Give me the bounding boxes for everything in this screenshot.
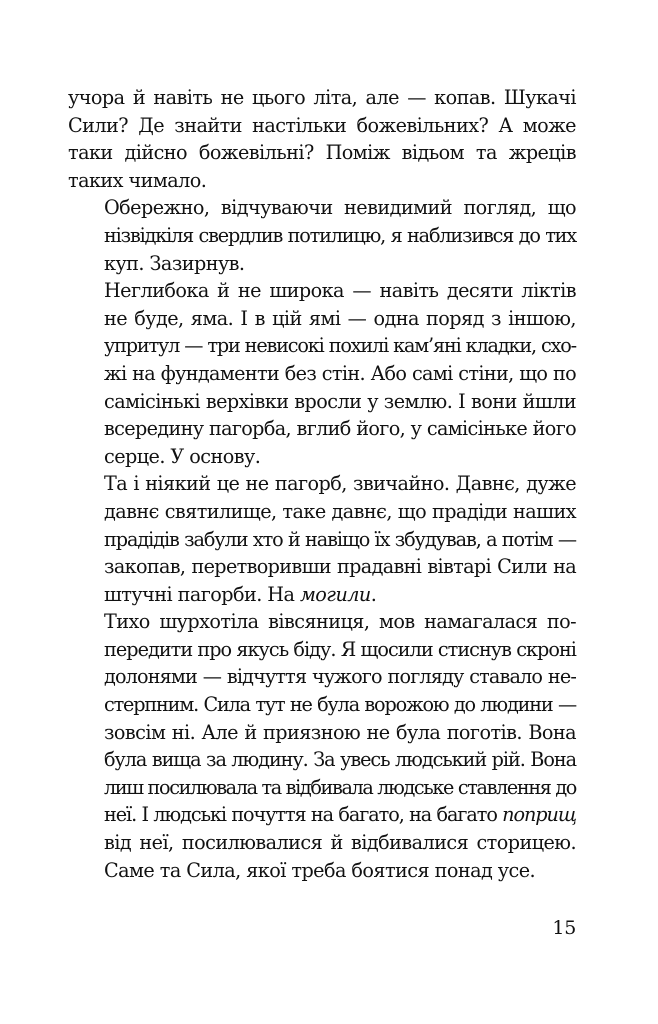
text-line: не буде, яма. І в цій ямі — одна поряд з іншою, [104, 306, 576, 330]
text-line: Неглибока й не широка — навіть десяти ліктів [104, 279, 576, 303]
paragraph-4 [68, 470, 576, 608]
paragraph-1 [68, 84, 576, 194]
text-line: Тихо шурхотіла вівсяниця, мов намагалася по- [104, 610, 576, 634]
text-line: Сили? Де знайти настільки божевільних? А може [68, 113, 576, 137]
text-line: передити про якусь біду. Я щосили стиснув скроні [104, 637, 576, 661]
text-line: долонями — відчуття чужого погляду ставало не- [104, 665, 576, 689]
page-number: 15 [552, 917, 576, 939]
text-line: Обережно, відчуваючи невидимий погляд, що [104, 196, 576, 220]
text-line: всередину пагорба, вглиб його, у самісіньке його [104, 417, 576, 441]
text-line: штучні пагорби. На могили. [104, 582, 377, 606]
text-line: неї. І людські почуття на багато, на багато поприщ [104, 803, 576, 827]
paragraph-2 [68, 194, 576, 277]
text-line: куп. Зазирнув. [104, 251, 245, 275]
text-line: прадідів забули хто й навіщо їх збудував, а потім — [104, 527, 576, 551]
text-line: давнє святилище, таке давнє, що прадіди наших [104, 499, 576, 523]
text-line: нізвідкіля свердлив потилицю, я наблизився до тих [104, 223, 576, 247]
text-line: Саме та Сила, якої треба боятися понад усе. [104, 858, 536, 882]
text-line: від неї, посилювалися й відбивалися сторицею. [104, 831, 576, 855]
text-line: стерпним. Сила тут не була ворожою до людини — [104, 693, 576, 717]
text-line: учора й навіть не цього літа, але — копав. Шукачі [68, 86, 576, 109]
text-line: таки дійсно божевільні? Поміж відьом та жреців [68, 141, 576, 165]
text-line: лиш посилювала та відбивала людське ставлення до [104, 775, 576, 799]
text-line: таких чимало. [68, 168, 207, 192]
text-line: закопав, перетворивши прадавні вівтарі Сили на [104, 555, 576, 579]
text-line: упритул — три невисокі похилі кам’яні кладки, схо- [104, 334, 576, 358]
text-line: жі на фундаменти без стін. Або самі стіни, що по [104, 361, 576, 385]
text-line: була вища за людину. За увесь людський рій. Вона [104, 748, 576, 772]
text-line: зовсім ні. Але й приязною не була поготів. Вона [104, 720, 576, 744]
text-line: самісінькі верхівки вросли у землю. І вони йшли [104, 389, 576, 413]
text-line: Та і ніякий це не пагорб, звичайно. Давнє, дуже [104, 472, 576, 496]
paragraph-5 [68, 608, 576, 884]
text-line: серце. У основу. [104, 444, 261, 468]
paragraph-3 [68, 277, 576, 470]
book-page-text [68, 84, 576, 884]
